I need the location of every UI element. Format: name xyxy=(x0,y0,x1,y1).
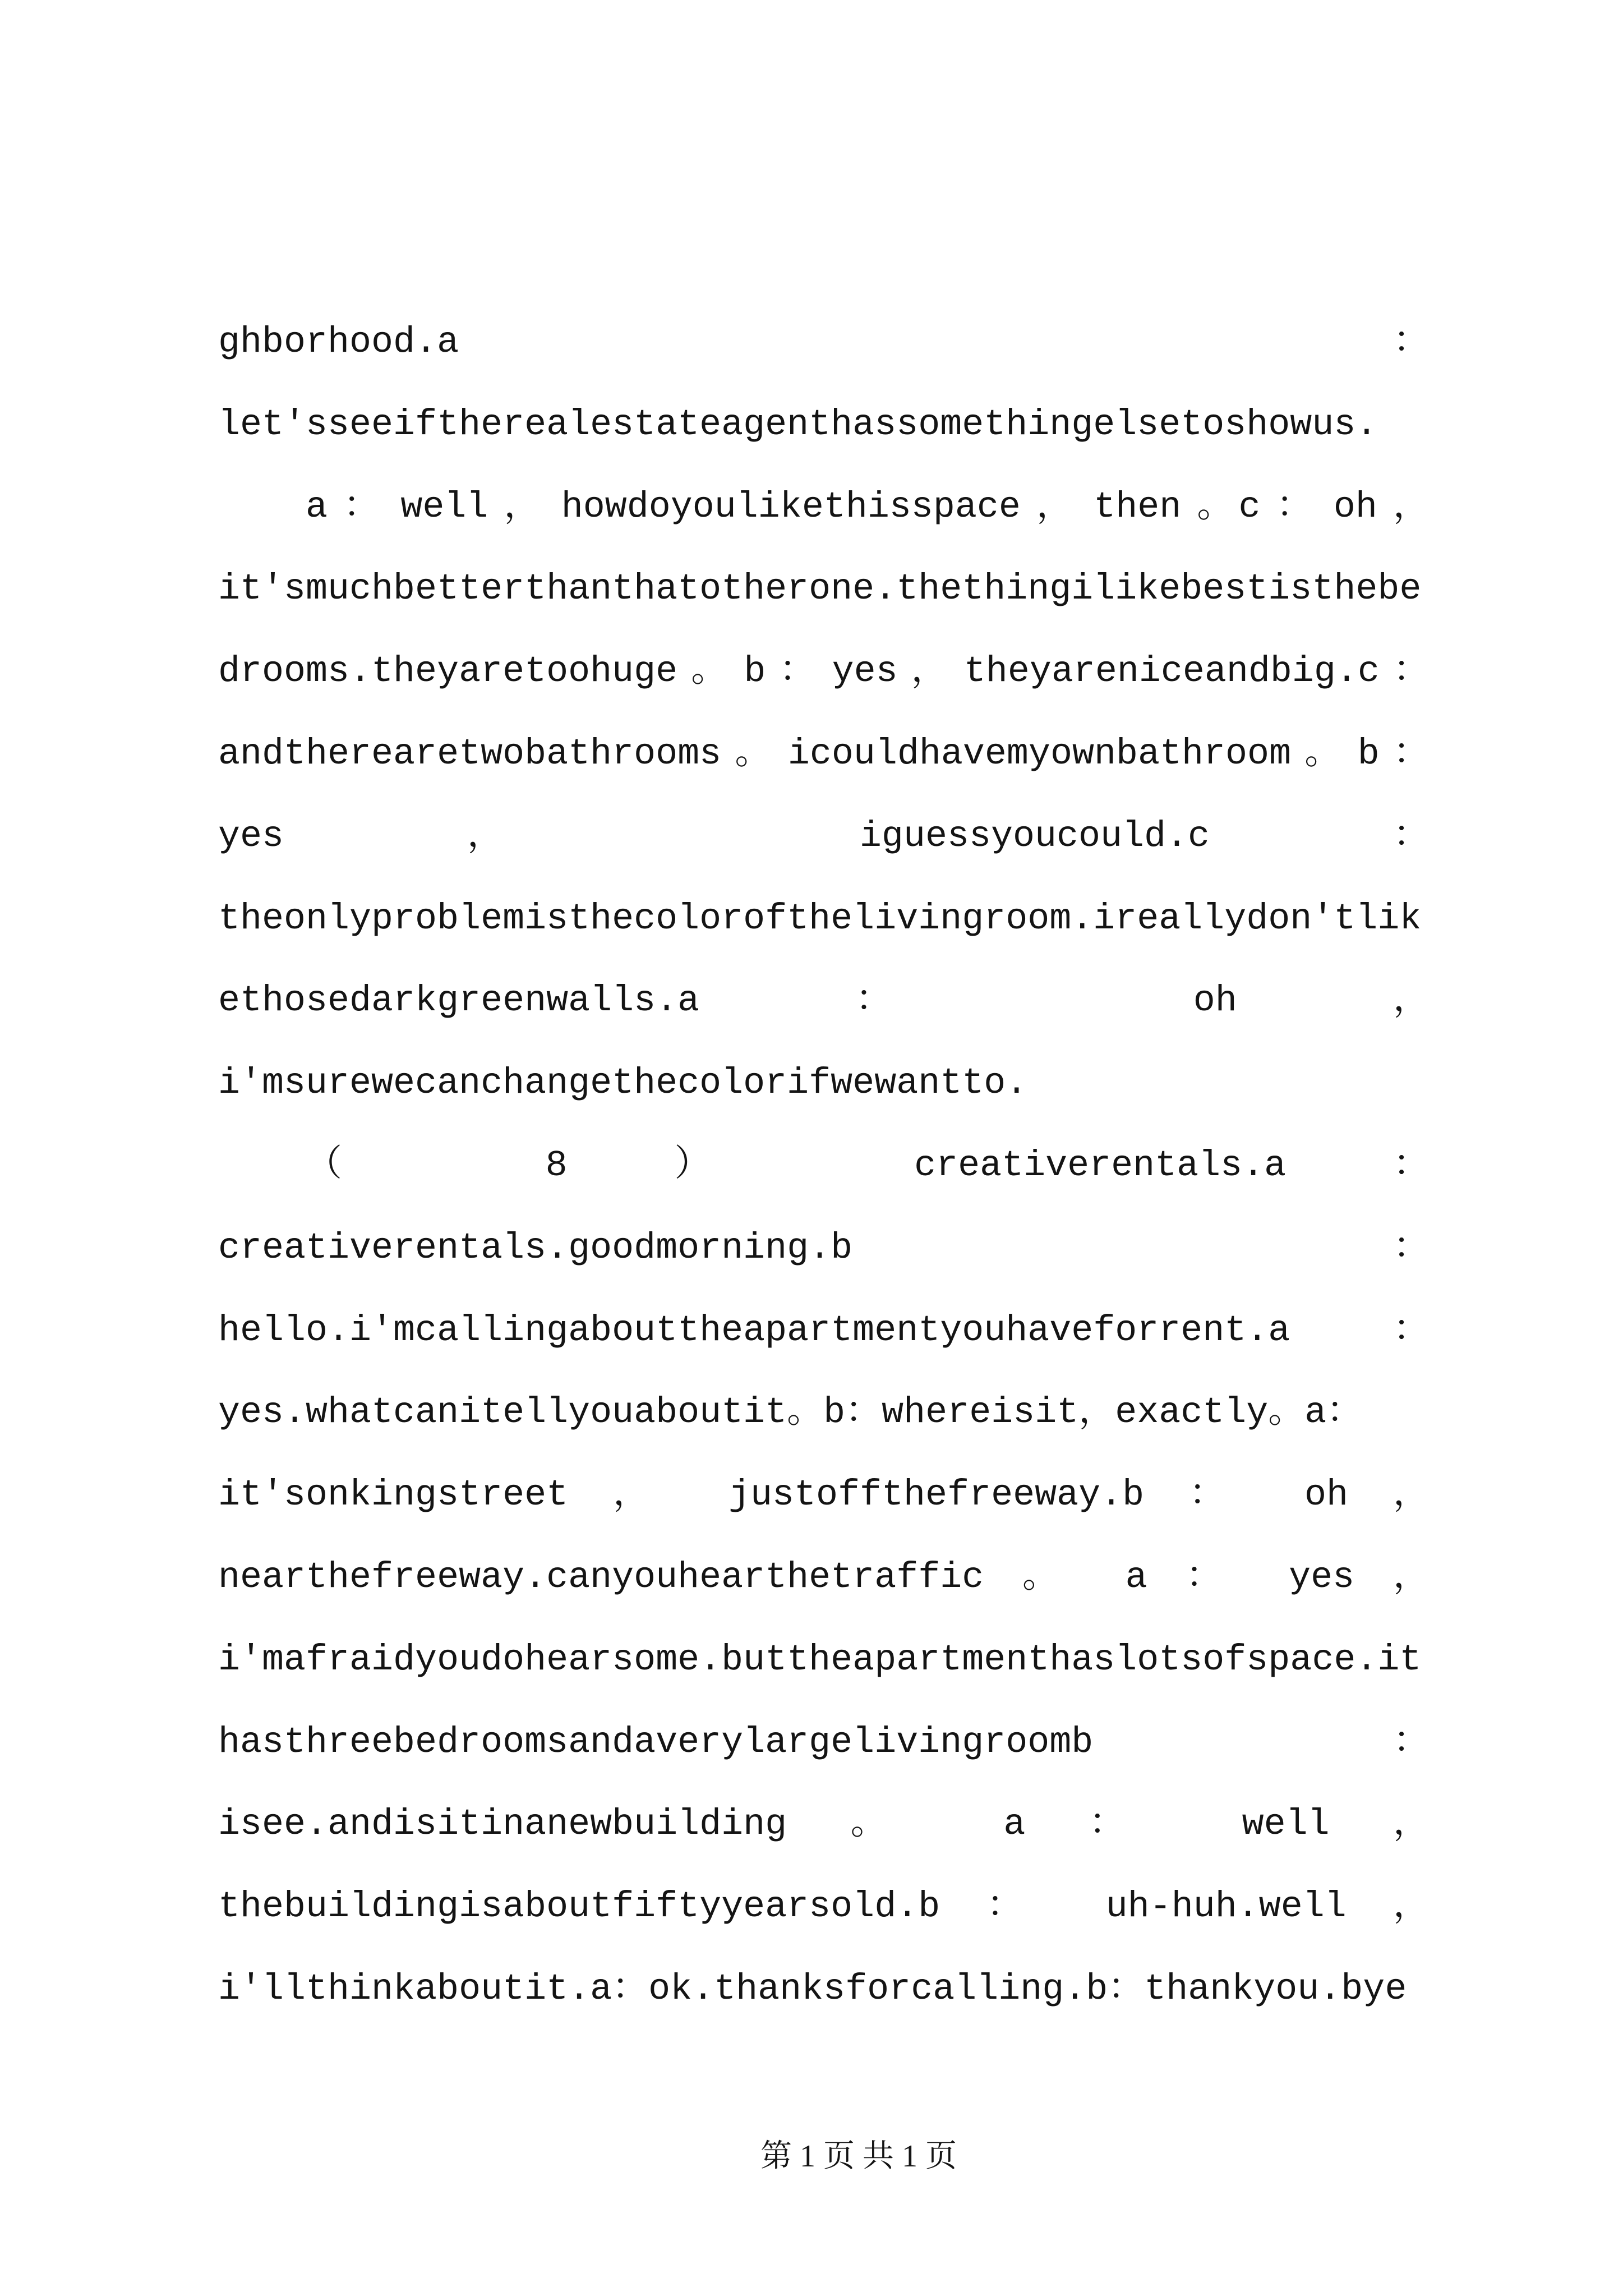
text-line: hello.i'mcallingabouttheapartmentyouhaveforrent.a ： xyxy=(218,1309,1430,1351)
text-line: hasthreebedroomsandaverylargelivingroomb ： xyxy=(218,1721,1430,1763)
text-line: a ： well ， howdoyoulikethisspace ， then 。c ： oh ， xyxy=(306,486,1430,528)
text-line: i'llthinkaboutit.a：ok.thanksforcalling.b：thankyou.bye xyxy=(218,1968,1407,2010)
text-line: theonlyproblemisthecolorofthelivingroom.ireallydon'tlik xyxy=(218,898,1422,940)
text-line: andtherearetwobathrooms 。 icouldhavemyownbathroom 。 b ： xyxy=(218,733,1430,775)
page-footer: 第 1 页 共 1 页 xyxy=(760,2139,957,2174)
text-line: ethosedarkgreenwalls.a ： oh ， xyxy=(218,980,1430,1022)
text-line: i'mafraidyoudohearsome.buttheapartmenthaslotsofspace.it xyxy=(218,1639,1422,1681)
document-body xyxy=(218,301,1430,2031)
text-line: （ 8 ） creativerentals.a ： xyxy=(306,1144,1430,1186)
text-line: drooms.theyaretoohuge 。 b ： yes ， theyareniceandbig.c ： xyxy=(218,651,1430,693)
text-line: it'smuchbetterthanthatotherone.thethingilikebestisthebe xyxy=(218,568,1422,610)
text-line: nearthefreeway.canyouhearthetraffic 。 a ： yes ， xyxy=(218,1556,1430,1598)
text-line: yes ， iguessyoucould.c ： xyxy=(218,815,1430,857)
text-line: thebuildingisaboutfiftyyearsold.b ： uh-huh.well ， xyxy=(218,1886,1430,1928)
text-line: yes.whatcanitellyouaboutit。b：whereisit，exactly。a： xyxy=(218,1392,1363,1434)
text-line: it'sonkingstreet ， justoffthefreeway.b ： oh ， xyxy=(218,1474,1430,1516)
text-line: creativerentals.goodmorning.b ： xyxy=(218,1227,1430,1269)
text-line: i'msurewecanchangethecolorifwewantto. xyxy=(218,1062,1028,1105)
text-line: let'sseeiftherealestateagenthassomethingelsetoshowus. xyxy=(218,403,1378,445)
text-line: isee.andisitinanewbuilding 。 a ： well ， xyxy=(218,1803,1430,1846)
text-line: ghborhood.a ： xyxy=(218,321,1430,363)
